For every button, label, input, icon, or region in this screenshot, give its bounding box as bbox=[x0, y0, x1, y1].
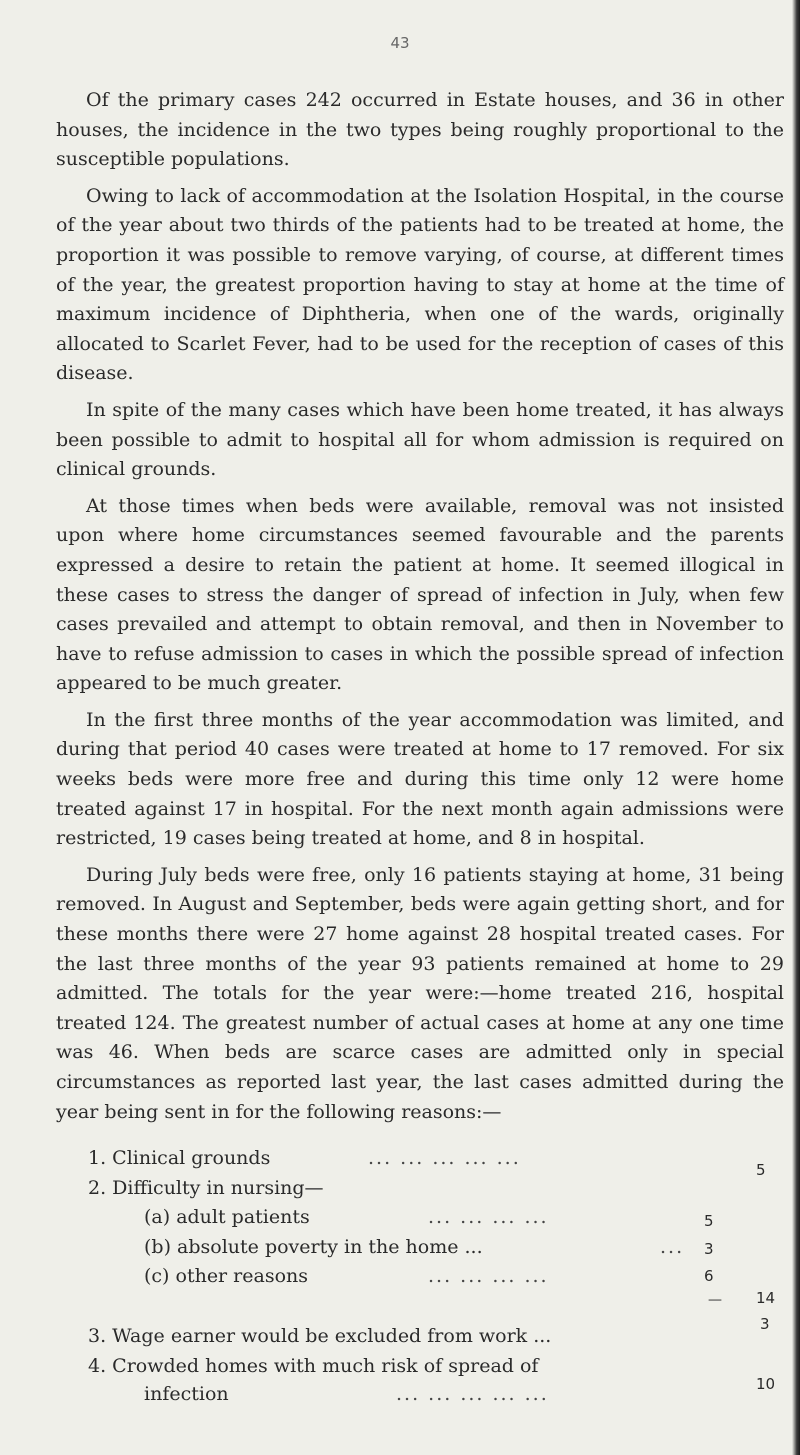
paragraph-first-months: In the first three months of the year accommodation was limited, and during that period 40 cases were treated at home to 17 removed. For six weeks beds were more free and during this time only 12 were home treated against 17 in hospital. For the next month again admissions were restricted, 19 cases being treated at home, and 8 in hospital. bbox=[56, 708, 784, 850]
page-edge-shadow bbox=[792, 0, 800, 1455]
reason-clinical bbox=[56, 1144, 776, 1179]
leader-dots: ... ... ... ... ... bbox=[368, 1147, 521, 1169]
paragraph-july-onward: During July beds were free, only 16 patients staying at home, 31 being removed. In August and September, beds were again getting short, and for these months there were 27 home against 28 hospital treated cases. For the last three months of the year 93 patients remained at home to 29 admitted. The totals for the year were:—home treated 216, hospital treated 124. The greatest number of actual cases at home at any one time was 46. When beds are scarce cases are admitted only in special circumstances as reported last year, the last cases admitted during the year being sent in for the following reasons:— bbox=[56, 863, 784, 1123]
reason-label: infection bbox=[144, 1382, 229, 1405]
reason-label: (b) absolute poverty in the home ... bbox=[144, 1235, 483, 1258]
leader-dots: ... ... ... ... bbox=[428, 1206, 549, 1229]
subtotal-rule: — bbox=[708, 1291, 722, 1308]
reason-label: 3. Wage earner would be excluded from work ... bbox=[88, 1324, 552, 1347]
reason-wage bbox=[56, 1314, 776, 1346]
subtotal-row bbox=[56, 1288, 776, 1314]
reason-value: 3 bbox=[704, 1239, 714, 1258]
leader-dots: ... bbox=[660, 1235, 685, 1258]
reason-crowded-cont bbox=[56, 1376, 776, 1406]
reason-value: 5 bbox=[756, 1161, 766, 1179]
reason-value: 5 bbox=[704, 1212, 714, 1231]
leader-dots: ... ... ... ... ... bbox=[396, 1382, 549, 1405]
leader-dots: ... ... ... ... bbox=[428, 1265, 549, 1288]
reason-value: 3 bbox=[760, 1314, 770, 1333]
body-text bbox=[56, 86, 784, 1134]
reason-adult bbox=[56, 1203, 776, 1233]
reason-label: 4. Crowded homes with much risk of spread of bbox=[88, 1354, 539, 1377]
reason-value: 10 bbox=[756, 1374, 776, 1393]
reason-other bbox=[56, 1262, 776, 1292]
paragraph-removal-policy: At those times when beds were available, removal was not insisted upon where home circumstances seemed favourable and the parents expressed a desire to retain the patient at home. It seemed illogical in these cases to stress the danger of spread of infection in July, when few cases prevailed and attempt to obtain removal, and then in November to have to refuse admission to cases in which the possible spread of infection appeared to be much greater. bbox=[56, 494, 784, 695]
reason-label: (c) other reasons bbox=[144, 1265, 309, 1288]
reason-value: 6 bbox=[704, 1267, 714, 1286]
subtotal-value: 14 bbox=[756, 1288, 776, 1307]
reason-nursing-heading bbox=[56, 1174, 776, 1204]
reason-label: 2. Difficulty in nursing— bbox=[88, 1176, 324, 1199]
reasons-list bbox=[56, 1144, 776, 1405]
reason-poverty bbox=[56, 1233, 776, 1263]
paragraph-primary-cases: Of the primary cases 242 occurred in Estate houses, and 36 in other houses, the incidence in the two types being roughly proportional to the susceptible populations. bbox=[56, 89, 784, 171]
reason-label: 1. Clinical grounds bbox=[88, 1147, 271, 1169]
paragraph-accommodation: Owing to lack of accommodation at the Isolation Hospital, in the course of the year about two thirds of the patients had to be treated at home, the proportion it was possible to remove varying, of course, at different times of the year, the greatest proportion having to stay at home at the time of maximum incidence of Diphtheria, when one of the wards, originally allocated to Scarlet Fever, had to be used for the reception of cases of this disease. bbox=[56, 184, 784, 385]
paragraph-home-treated: In spite of the many cases which have been home treated, it has always been possible to admit to hospital all for whom admission is required on clinical grounds. bbox=[56, 398, 784, 481]
page-number: 43 bbox=[390, 34, 410, 52]
reason-label: (a) adult patients bbox=[144, 1206, 310, 1229]
reason-crowded bbox=[56, 1346, 776, 1376]
